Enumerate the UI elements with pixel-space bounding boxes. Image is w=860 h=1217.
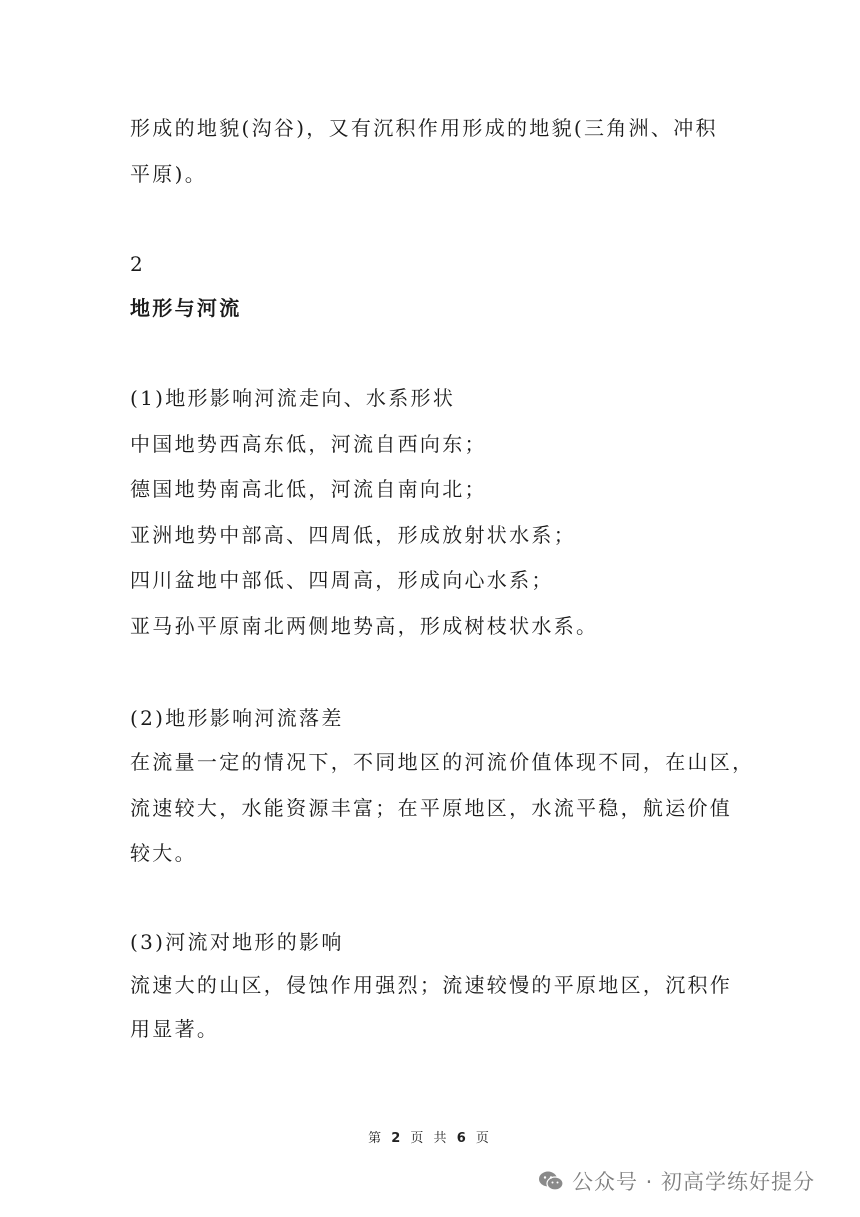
body-line: 德国地势南高北低，河流自南向北；	[130, 477, 487, 501]
body-line: 流速大的山区，侵蚀作用强烈；流速较慢的平原地区，沉积作	[130, 973, 733, 997]
footer-suffix: 页	[475, 1131, 492, 1146]
section-number: 2	[130, 252, 143, 276]
body-line: 平原)。	[130, 162, 208, 186]
footer-page-number: 2	[391, 1131, 404, 1146]
watermark-text: 公众号 · 初高学练好提分	[572, 1170, 816, 1194]
wechat-icon	[538, 1170, 564, 1192]
body-line: 流速较大，水能资源丰富；在平原地区，水流平稳，航运价值	[130, 796, 733, 820]
footer-total-pages: 6	[456, 1131, 469, 1146]
body-line: 亚洲地势中部高、四周低，形成放射状水系；	[130, 523, 576, 547]
page-footer	[0, 1127, 860, 1146]
body-line: 较大。	[130, 841, 197, 865]
body-line: 中国地势西高东低，河流自西向东；	[130, 432, 487, 456]
body-line: 四川盆地中部低、四周高，形成向心水系；	[130, 568, 554, 592]
subsection-heading: (2)地形影响河流落差	[130, 706, 344, 730]
footer-middle: 页 共	[410, 1131, 450, 1146]
body-line: 亚马孙平原南北两侧地势高，形成树枝状水系。	[130, 614, 599, 638]
body-line: 用显著。	[130, 1017, 220, 1041]
watermark	[538, 1165, 815, 1197]
body-line: 形成的地貌(沟谷)，又有沉积作用形成的地貌(三角洲、冲积	[130, 116, 718, 140]
subsection-heading: (1)地形影响河流走向、水系形状	[130, 386, 456, 410]
section-title: 地形与河流	[130, 296, 242, 320]
subsection-heading: (3)河流对地形的影响	[130, 930, 344, 954]
footer-prefix: 第	[368, 1131, 385, 1146]
body-line: 在流量一定的情况下，不同地区的河流价值体现不同，在山区，	[130, 750, 755, 774]
